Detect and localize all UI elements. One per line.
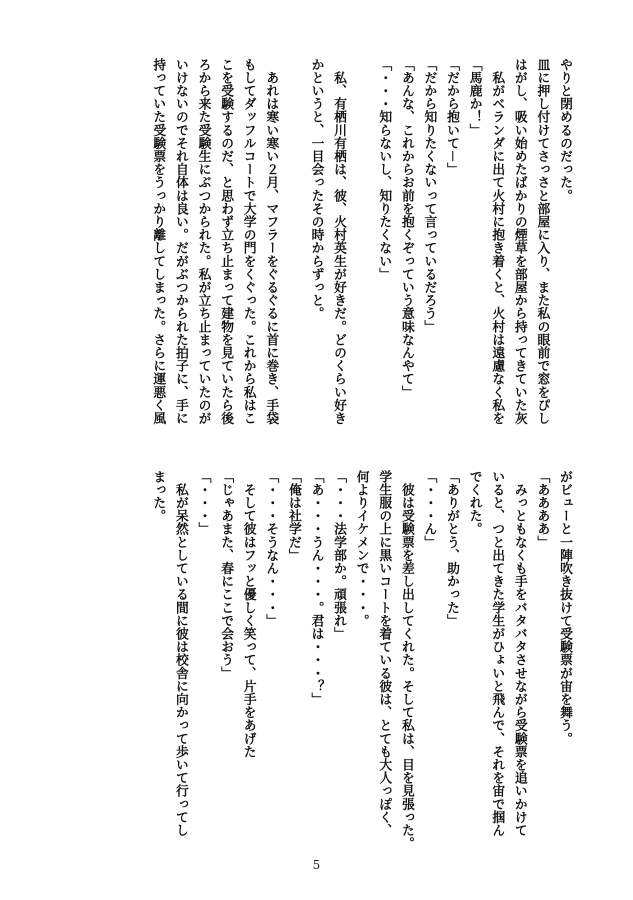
text-line: 「だから抱いて－」: [444, 58, 460, 176]
text-line: いけないのでそれ自体は良い。だがぶつかられた拍子に、手に: [172, 58, 188, 425]
text-line: こを受験するのだ、と思わず立ち止まって建物を見ていたら後: [218, 58, 234, 425]
text-line: 「だから知りたくないって言っているだろう」: [421, 58, 437, 334]
text-line: 学生服の上に黒いコートを着ている彼は、とても大人っぽく、: [376, 470, 392, 837]
text-line: いると、つと出てきた学生がひょいと飛んで、それを宙で掴ん: [489, 470, 505, 837]
text-line: そして彼はフッと優しく笑って、片手をあげた: [240, 470, 256, 759]
text-line: まった。: [150, 470, 166, 523]
text-line: 「・・・知らないし、知りたくない」: [376, 58, 392, 281]
text-line: 持っていた受験票をうっかり離してしまった。さらに運悪く風: [150, 58, 166, 425]
text-line: 「・・・法学部か。頑張れ」: [331, 470, 347, 641]
text-line: 「じゃあまた、春にここで会おう」: [218, 470, 234, 680]
text-line: やりと閉めるのだった。: [557, 58, 572, 203]
text-line: 彼は受験票を差し出してくれた。そして私は、目を見張った。: [398, 470, 414, 850]
text-line: 「俺は社学だ」: [285, 470, 301, 562]
text-line: あれは寒い寒い２月、マフラーをぐるぐるに首に巻き、手袋: [263, 58, 279, 425]
text-line: もしてダッフルコートで大学の門をくぐった。これから私はこ: [240, 58, 256, 425]
lower-text-block: [57, 470, 575, 860]
text-line: かというと、一目会ったその時からずっと。: [308, 58, 324, 320]
upper-text-block: [57, 58, 575, 448]
text-line: みっともなくも手をバタバタさせながら受験票を追いかけて: [511, 470, 527, 837]
text-line: 「ありがとう、助かった」: [444, 470, 460, 628]
text-line: ろから来た受験生にぶつかられた。私が立ち止まっていたのが: [195, 58, 211, 425]
page-number: 5: [312, 858, 321, 872]
text-line: 何よりイケメンで・・・。: [353, 470, 369, 628]
text-line: 私が呆然としている間に彼は校舎に向かって歩いて行ってし: [172, 470, 188, 837]
text-line: 皿に押し付けてさっさと部屋に入り、また私の眼前で窓をぴし: [534, 58, 550, 425]
text-line: 私、有栖川有栖は、彼、火村英生が好きだ。どのくらい好き: [331, 58, 347, 425]
text-line: がビューと一陣吹き抜けて受験票が宙を舞う。: [557, 470, 572, 746]
text-line: [349, 58, 372, 448]
text-line: でくれた。: [466, 470, 482, 536]
text-line: 「あ・・・うん・・・。君は・・・？」: [308, 470, 324, 706]
text-line: 「・・・ん」: [421, 470, 437, 549]
text-line: 私がベランダに出て火村に抱き着くと、火村は遠慮なく私を: [489, 58, 505, 425]
text-line: 「あんな、これからお前を抱くぞっていう意味なんやて」: [398, 58, 414, 399]
text-line: 「馬鹿か！」: [466, 58, 482, 137]
text-line: 「・・・」: [195, 470, 211, 536]
text-line: 「ああああ」: [534, 470, 550, 549]
text-line: はがし、吸い始めたばかりの煙草を部屋から持ってきていた灰: [511, 58, 527, 425]
text-line: [281, 58, 304, 448]
text-line: 「・・・そうなん・・・」: [263, 470, 279, 628]
